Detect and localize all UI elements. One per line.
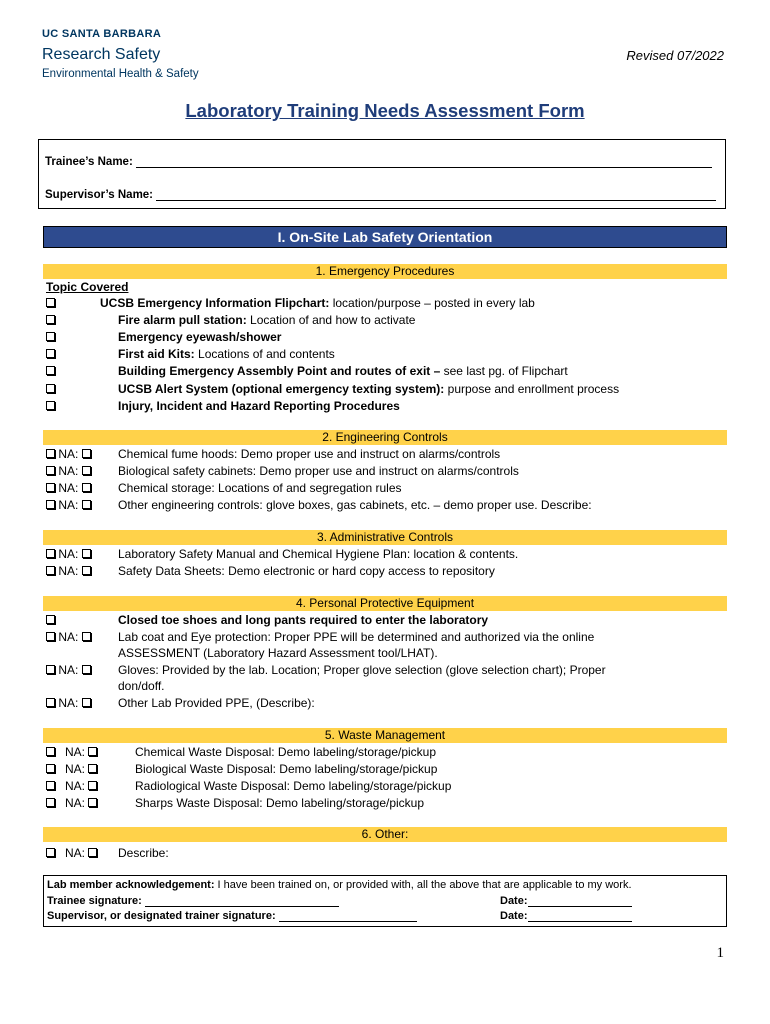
list-item-text: Radiological Waste Disposal: Demo labeling/storage/pickup [135,779,452,793]
list-item-text-cont: ASSESSMENT (Laboratory Hazard Assessment tool/LHAT). [118,646,438,660]
list-item-text: Other Lab Provided PPE, (Describe): [118,696,315,710]
other-heading: 6. Other: [43,827,727,842]
list-item-text: Biological safety cabinets: Demo proper use and instruct on alarms/controls [118,464,519,478]
list-item-text: Injury, Incident and Hazard Reporting Procedures [118,399,400,413]
na-checkbox-group: NA: [46,563,91,579]
checkbox[interactable] [46,401,55,410]
na-checkbox-group: NA: [46,695,91,711]
na-checkbox-group: NA: [46,463,91,479]
na-checkbox-group: NA: [46,497,91,513]
list-item-text: Biological Waste Disposal: Demo labeling/storage/pickup [135,762,438,776]
list-item [46,312,55,328]
logo-department: Research Safety [42,46,161,63]
na-checkbox-group: NA: [46,662,91,678]
trainee-signature-field[interactable] [145,895,339,907]
list-item-text: First aid Kits: Locations of and contents [118,347,335,361]
checkbox[interactable] [82,483,91,492]
na-checkbox-group: NA: [46,744,97,760]
na-checkbox-group: NA: [46,480,91,496]
list-item-text: Chemical Waste Disposal: Demo labeling/storage/pickup [135,745,437,759]
name-box [38,139,726,209]
checkbox[interactable] [82,566,91,575]
supervisor-signature-row: Supervisor, or designated trainer signature: [47,910,417,922]
list-item-text: UCSB Alert System (optional emergency texting system): purpose and enrollment process [118,382,620,396]
checkbox[interactable] [46,332,55,341]
supervisor-name-field[interactable] [156,188,716,201]
checkbox[interactable] [46,315,55,324]
checkbox[interactable] [82,665,91,674]
checkbox[interactable] [82,466,91,475]
checkbox[interactable] [88,781,97,790]
checkbox[interactable] [46,781,55,790]
checkbox[interactable] [82,549,91,558]
checkbox[interactable] [46,698,55,707]
list-item [46,381,55,397]
na-checkbox-group: NA: [46,778,97,794]
checkbox[interactable] [46,449,55,458]
checkbox[interactable] [46,848,55,857]
checkbox[interactable] [88,764,97,773]
list-item-text: UCSB Emergency Information Flipchart: location/purpose – posted in every lab [100,296,535,310]
checkbox[interactable] [88,747,97,756]
checkbox[interactable] [82,449,91,458]
checkbox[interactable] [46,632,55,641]
checkbox[interactable] [82,698,91,707]
acknowledgement-box [43,875,727,927]
na-checkbox-group: NA: [46,629,91,645]
list-item-text: Safety Data Sheets: Demo electronic or hard copy access to repository [118,564,495,578]
list-item-text: Closed toe shoes and long pants required to enter the laboratory [118,613,489,627]
engineering-heading: 2. Engineering Controls [43,430,727,445]
ppe-heading: 4. Personal Protective Equipment [43,596,727,611]
page-title: Laboratory Training Needs Assessment Form [185,100,585,121]
checkbox[interactable] [46,798,55,807]
checkbox[interactable] [46,366,55,375]
page-number: 1 [716,945,724,961]
na-checkbox-group: NA: [46,446,91,462]
logo-subdepartment: Environmental Health & Safety [42,68,199,80]
checkbox[interactable] [46,384,55,393]
list-item-text: Building Emergency Assembly Point and routes of exit – see last pg. of Flipchart [118,364,568,378]
checkbox[interactable] [88,848,97,857]
list-item-text: Fire alarm pull station: Location of and how to activate [118,313,416,327]
trainee-date-row: Date: [500,895,632,907]
logo-institution: UC SANTA BARBARA [42,28,162,40]
na-checkbox-group: NA: [46,761,97,777]
checkbox[interactable] [82,500,91,509]
checkbox[interactable] [46,298,55,307]
topic-covered-label: Topic Covered [46,280,129,294]
list-item [46,346,55,362]
checkbox[interactable] [46,665,55,674]
list-item [46,398,55,414]
list-item-text-cont: don/doff. [118,679,165,693]
list-item-text: Sharps Waste Disposal: Demo labeling/storage/pickup [135,796,425,810]
checkbox[interactable] [82,632,91,641]
supervisor-name-label: Supervisor’s Name: [45,189,154,201]
checkbox[interactable] [46,549,55,558]
waste-heading: 5. Waste Management [43,728,727,743]
list-item [46,295,55,311]
checkbox[interactable] [46,500,55,509]
administrative-heading: 3. Administrative Controls [43,530,727,545]
checkbox[interactable] [46,349,55,358]
emergency-heading: 1. Emergency Procedures [43,264,727,279]
describe-label: Describe: [118,846,169,860]
list-item-text: Emergency eyewash/shower [118,330,282,344]
trainee-date-field[interactable] [528,895,632,907]
list-item-text: Gloves: Provided by the lab. Location; Proper glove selection (glove selection chart); Proper [118,663,606,677]
list-item-text: Chemical fume hoods: Demo proper use and instruct on alarms/controls [118,447,501,461]
na-checkbox-group: NA: [46,546,91,562]
na-checkbox-group: NA: [46,845,97,861]
list-item [46,612,55,628]
list-item-text: Chemical storage: Locations of and segregation rules [118,481,402,495]
list-item-text: Other engineering controls: glove boxes, gas cabinets, etc. – demo proper use. Describe: [118,498,592,512]
supervisor-date-field[interactable] [528,910,632,922]
supervisor-signature-field[interactable] [279,910,417,922]
na-checkbox-group: NA: [46,795,97,811]
supervisor-date-row: Date: [500,910,632,922]
checkbox[interactable] [46,483,55,492]
trainee-signature-row: Trainee signature: [47,895,339,907]
section-heading: I. On-Site Lab Safety Orientation [43,226,727,248]
checkbox[interactable] [46,764,55,773]
revision-date: Revised 07/2022 [626,48,724,63]
list-item [46,363,55,379]
checkbox[interactable] [46,466,55,475]
trainee-name-label: Trainee’s Name: [45,156,133,168]
trainee-name-field[interactable] [136,155,712,168]
checkbox[interactable] [46,615,55,624]
checkbox[interactable] [46,566,55,575]
acknowledgement-text: Lab member acknowledgement: I have been trained on, or provided with, all the above that are applicable to my work. [47,879,632,891]
trainee-name-row [45,155,712,168]
list-item-text: Laboratory Safety Manual and Chemical Hygiene Plan: location & contents. [118,547,519,561]
checkbox[interactable] [88,798,97,807]
list-item-text: Lab coat and Eye protection: Proper PPE will be determined and authorized via the online [118,630,595,644]
list-item [46,329,55,345]
checkbox[interactable] [46,747,55,756]
supervisor-name-row [45,188,716,201]
